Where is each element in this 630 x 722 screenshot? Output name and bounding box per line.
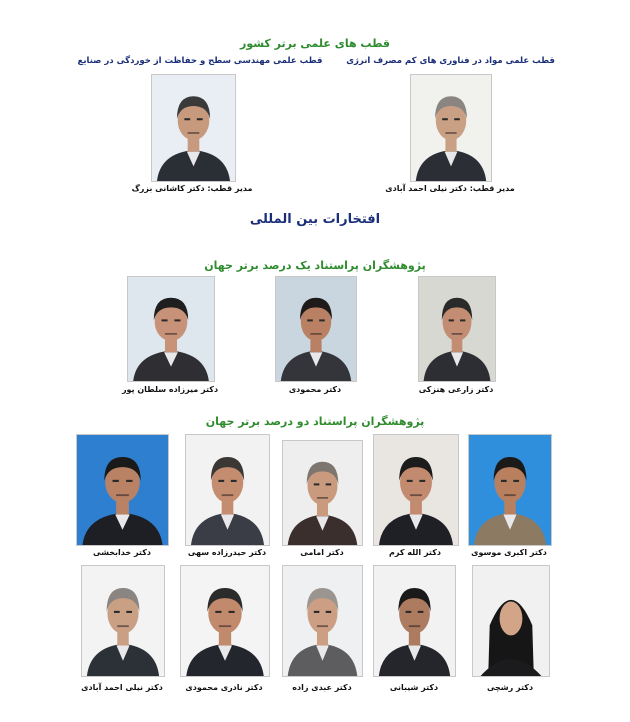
pole-manager-caption-right: مدیر قطب: دکتر نیلی احمد آبادی <box>385 184 515 193</box>
top2-row1-caption-5: دکتر اکبری موسوی <box>471 548 547 557</box>
top2-row2-photo-4 <box>373 565 456 677</box>
portrait-image <box>181 566 269 676</box>
pole-right-label: قطب علمی مواد در فناوری های کم مصرف انرژی <box>346 56 555 66</box>
pole-manager-photo-left <box>151 74 236 182</box>
pole-manager-photo-right <box>410 74 492 182</box>
top2-row1-caption-4: دکتر الله کرم <box>389 548 441 557</box>
pole-left-label: قطب علمی مهندسی سطح و حفاظت از خوردگی در صنایع <box>77 56 323 66</box>
international-honors-title: افتخارات بین المللی <box>249 212 381 227</box>
top2-row1-photo-4 <box>373 434 459 546</box>
top2-row2-photo-3 <box>282 565 363 677</box>
top1-caption-1: دکتر میرزاده سلطان پور <box>121 385 219 394</box>
top2-row1-photo-2 <box>185 434 270 546</box>
top2-row2-photo-1 <box>81 565 165 677</box>
top2-row2-caption-3: دکتر عبدی زاده <box>292 683 352 692</box>
top2-row2-photo-5 <box>472 565 550 677</box>
portrait-image <box>77 435 168 545</box>
top1-caption-2: دکتر محمودی <box>288 385 342 394</box>
top1-photo-1 <box>127 276 215 382</box>
top2-row1-caption-1: دکتر خدابخشی <box>93 548 151 557</box>
top2-row2-caption-2: دکتر نادری محمودی <box>185 683 263 692</box>
pole-manager-caption-left: مدیر قطب: دکتر کاشانی بزرگ <box>131 184 253 193</box>
top1-title: پژوهشگران پراستناد یک درصد برتر جهان <box>204 259 426 272</box>
top1-caption-3: دکتر زارعی هنزکی <box>418 385 494 394</box>
top2-row2-caption-4: دکتر شیبانی <box>389 683 439 692</box>
top2-row1-photo-5 <box>468 434 552 546</box>
portrait-image <box>283 441 362 545</box>
portrait-image <box>473 566 549 676</box>
top2-row1-photo-1 <box>76 434 169 546</box>
top2-title: پژوهشگران پراستناد دو درصد برتر جهان <box>205 415 425 428</box>
top2-row1-photo-3 <box>282 440 363 546</box>
top2-row2-photo-2 <box>180 565 270 677</box>
portrait-image <box>276 277 356 381</box>
portrait-image <box>82 566 164 676</box>
top2-row1-caption-2: دکتر حیدرزاده سهی <box>187 548 267 557</box>
top2-row2-caption-5: دکتر رشچی <box>486 683 534 692</box>
portrait-image <box>186 435 269 545</box>
portrait-image <box>283 566 362 676</box>
top1-photo-3 <box>418 276 496 382</box>
portrait-image <box>411 75 491 181</box>
country-poles-title: قطب های علمی برتر کشور <box>240 37 390 50</box>
portrait-image <box>152 75 235 181</box>
top2-row2-caption-1: دکتر نیلی احمد آبادی <box>81 683 163 692</box>
portrait-image <box>374 566 455 676</box>
portrait-image <box>374 435 458 545</box>
portrait-image <box>469 435 551 545</box>
top1-photo-2 <box>275 276 357 382</box>
portrait-image <box>128 277 214 381</box>
portrait-image <box>419 277 495 381</box>
top2-row1-caption-3: دکتر امامی <box>300 548 344 557</box>
